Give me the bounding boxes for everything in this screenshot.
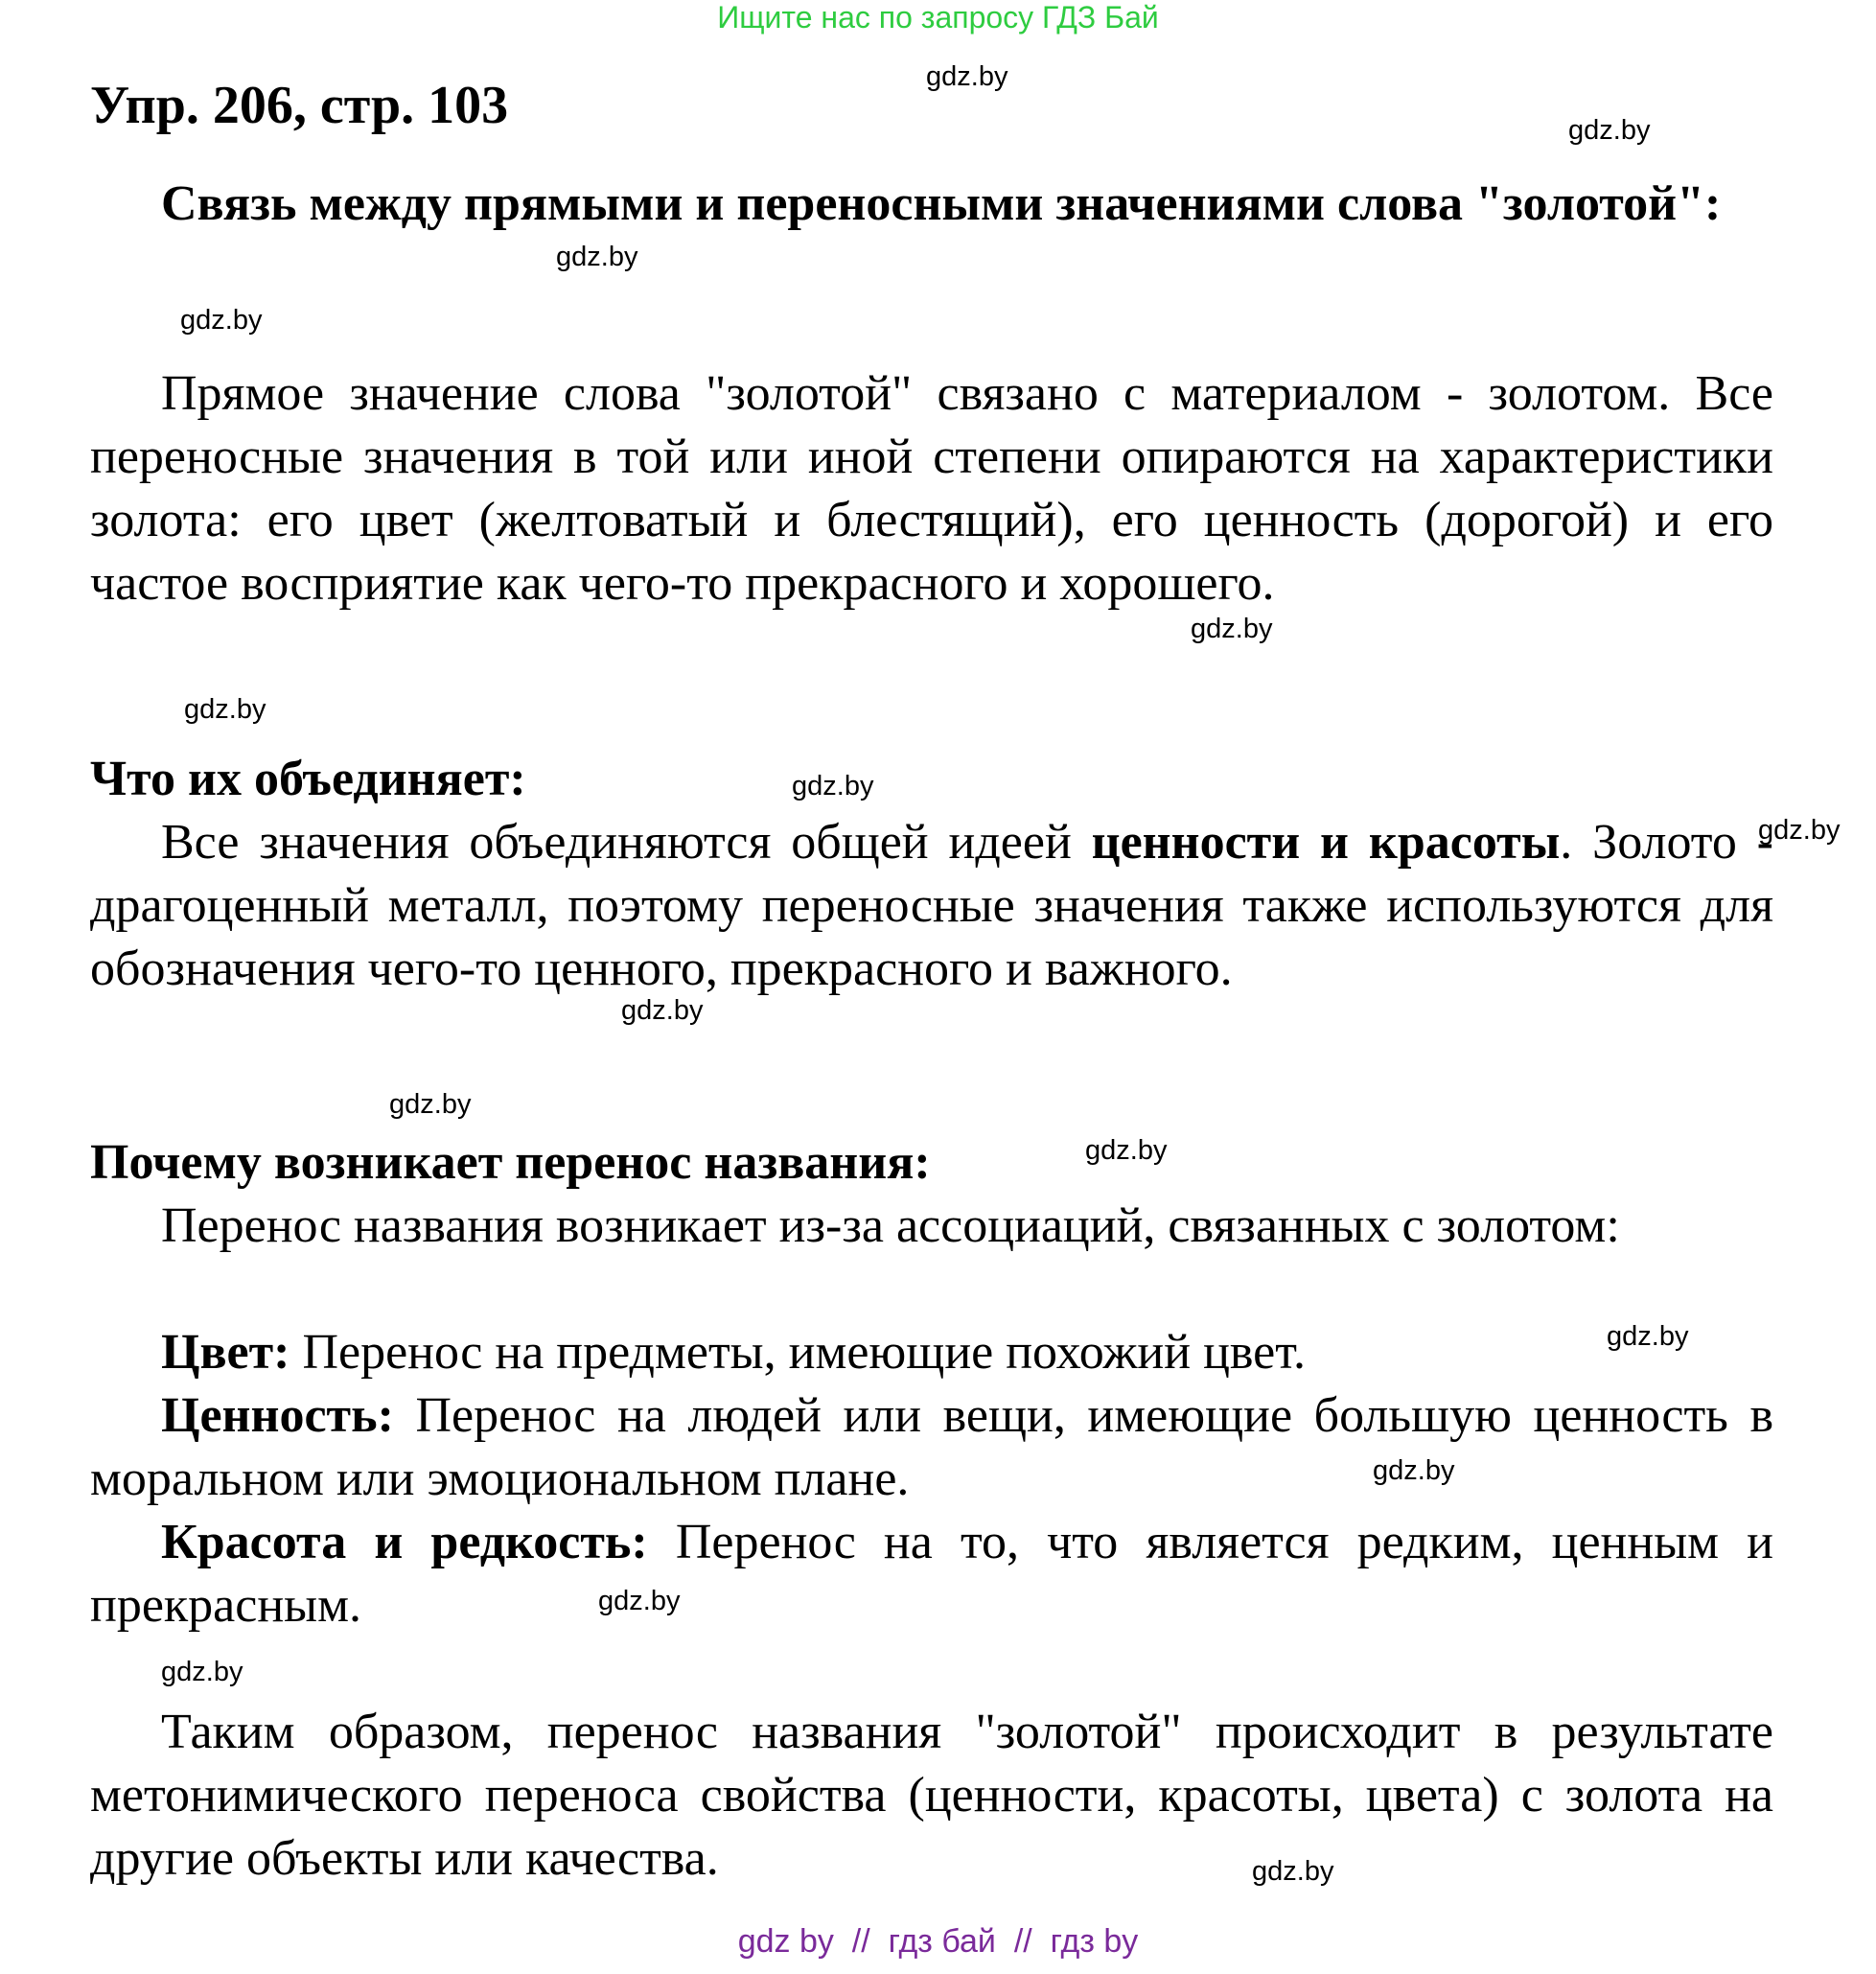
reason-item-text: Перенос на людей или вещи, имеющие большую ценность в моральном или эмоциональном плане.: [90, 1388, 1773, 1506]
watermark: gdz.by: [1568, 115, 1651, 146]
reason-item-color: [90, 1321, 1773, 1384]
unite-text-bold: ценности и красоты: [1091, 815, 1561, 870]
unite-text-after: . Золото - драгоценный металл, поэтому переносные значения также используются для обозначения чего-то ценного, прекрасного и важного.: [90, 815, 1774, 996]
conclusion-paragraph: Таким образом, перенос названия "золотой" происходит в результате метонимического переноса свойства (ценности, красоты, цвета) с золота на другие объекты или качества.: [90, 1705, 1773, 1886]
reason-item-value: [90, 1384, 1773, 1511]
watermark: gdz.by: [389, 1089, 472, 1120]
reason-item-text: Перенос на то, что является редким, ценным и прекрасным.: [90, 1515, 1773, 1633]
reason-item-term: Цвет:: [161, 1325, 290, 1380]
reason-item-beauty: [90, 1511, 1773, 1637]
watermark: gdz.by: [926, 61, 1008, 92]
unite-heading: Что их объединяет:: [90, 752, 526, 806]
paragraph-direct-meaning: Прямое значение слова "золотой" связано с материалом - золотом. Все переносные значения в той или иной степени опираются на характеристики золота: его цвет (желтоватый и блестящий), его ценность (дорогой) и его частое восприятие как чего-то прекрасного и хорошего.: [90, 366, 1773, 611]
unite-text-before: Все значения объединяются общей идеей: [161, 815, 1092, 870]
reason-item-text: Перенос на предметы, имеющие похожий цвет.: [290, 1325, 1307, 1380]
watermark: gdz.by: [792, 771, 874, 801]
reason-item-term: Красота и редкость:: [161, 1515, 648, 1569]
watermark: gdz.by: [184, 694, 266, 725]
page-title: Упр. 206, стр. 103: [90, 76, 509, 135]
watermark: gdz.by: [556, 242, 638, 272]
watermark: gdz.by: [1191, 614, 1273, 644]
section-title: Связь между прямыми и переносными значениями слова "золотой":: [161, 176, 1722, 231]
watermark: gdz.by: [1252, 1856, 1334, 1887]
reason-item-term: Ценность:: [161, 1388, 394, 1443]
unite-paragraph: [90, 811, 1773, 1001]
watermark: gdz.by: [621, 995, 704, 1026]
footer-links: gdz by // гдз бай // гдз by: [737, 1923, 1139, 1960]
watermark: gdz.by: [1607, 1321, 1689, 1352]
top-banner: Ищите нас по запросу ГДЗ Бай: [717, 0, 1159, 35]
watermark: gdz.by: [161, 1657, 243, 1687]
reason-heading: Почему возникает перенос названия:: [90, 1135, 931, 1190]
watermark: gdz.by: [1085, 1135, 1168, 1166]
reason-intro: Перенос названия возникает из-за ассоциаций, связанных с золотом:: [161, 1198, 1620, 1253]
watermark: gdz.by: [1373, 1455, 1455, 1486]
watermark: gdz.by: [180, 305, 263, 336]
watermark: gdz.by: [598, 1586, 681, 1616]
watermark: gdz.by: [1758, 815, 1841, 846]
